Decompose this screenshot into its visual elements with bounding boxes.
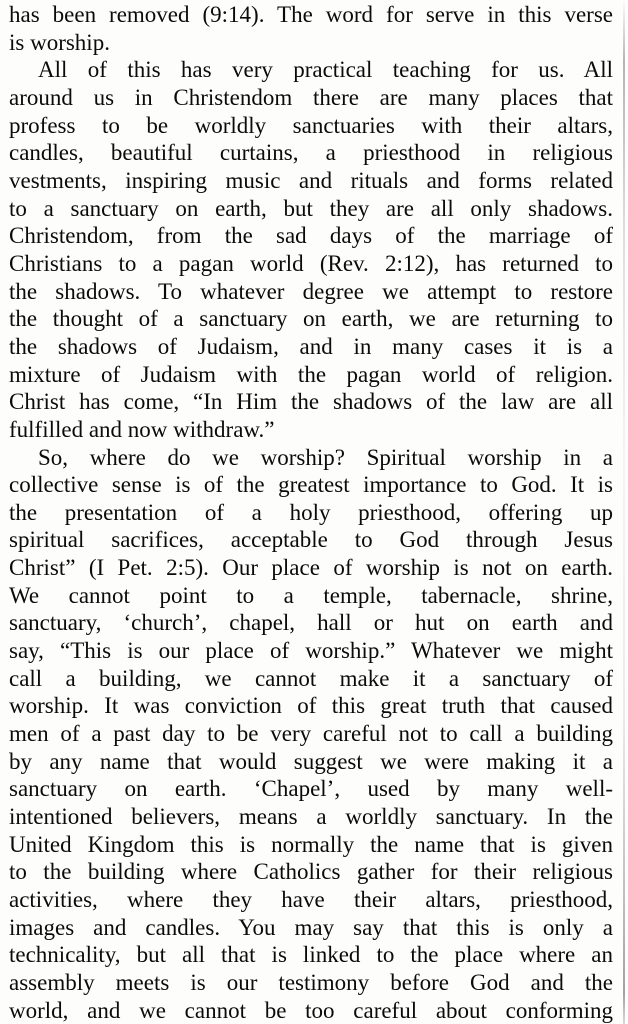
text-line: has been removed (9:14). The word for serve in this verse (9, 2, 613, 27)
text-line: say, “This is our place of worship.” Whatever we might (9, 638, 613, 664)
text-line: men of a past day to be very careful not to call a building (9, 721, 613, 747)
text-line: activities, where they have their altars, priesthood, (9, 887, 613, 912)
text-line: technicality, but all that is linked to the place where an (9, 942, 613, 968)
text-line: Christ has come, “In Him the shadows of the law are all (9, 389, 613, 415)
text-line: images and candles. You may say that this is only a (9, 914, 613, 940)
text-line: the thought of a sanctuary on earth, we are returning to (9, 306, 613, 332)
text-line: profess to be worldly sanctuaries with their altars, (9, 112, 613, 138)
text-line: So, where do we worship? Spiritual worship in a (38, 444, 613, 470)
text-line: worship. It was conviction of this great truth that caused (9, 693, 613, 719)
text-line: is worship. (9, 29, 110, 55)
text-line: the presentation of a holy priesthood, offering up (9, 499, 613, 525)
text-line: mixture of Judaism with the pagan world of religion. (9, 361, 613, 387)
text-line: spiritual sacrifices, acceptable to God through Jesus (9, 527, 613, 553)
text-line: sanctuary on earth. ‘Chapel’, used by many well- (9, 776, 613, 802)
text-line: vestments, inspiring music and rituals and forms related (9, 167, 613, 193)
text-line: to the building where Catholics gather for their religious (9, 859, 613, 885)
text-line: We cannot point to a temple, tabernacle, shrine, (9, 582, 613, 608)
text-line: the shadows. To whatever degree we attempt to restore (9, 278, 613, 304)
text-line: to a sanctuary on earth, but they are all only shadows. (9, 195, 613, 221)
text-line: Christians to a pagan world (Rev. 2:12), has returned to (9, 250, 613, 276)
text-line: United Kingdom this is normally the name that is given (9, 831, 613, 857)
scan-edge-artifact (623, 0, 625, 1024)
text-line: All of this has very practical teaching for us. All (38, 57, 613, 83)
text-line: call a building, we cannot make it a sanctuary of (9, 665, 613, 691)
text-line: sanctuary, ‘church’, chapel, hall or hut on earth and (9, 610, 613, 636)
text-line: by any name that would suggest we were making it a (9, 748, 613, 774)
text-column (9, 1, 613, 1024)
text-line: fulfilled and now withdraw.” (9, 416, 275, 442)
text-line: Christendom, from the sad days of the marriage of (9, 223, 613, 249)
text-line: candles, beautiful curtains, a priesthood in religious (9, 140, 613, 166)
text-line: the shadows of Judaism, and in many cases it is a (9, 333, 613, 359)
text-line: Christ” (I Pet. 2:5). Our place of worship is not on earth. (9, 555, 613, 581)
text-line: world, and we cannot be too careful about conforming (9, 997, 613, 1023)
text-line: assembly meets is our testimony before God and the (9, 969, 613, 995)
text-line: around us in Christendom there are many places that (9, 84, 613, 110)
text-line: intentioned believers, means a worldly sanctuary. In the (9, 804, 613, 830)
text-line: collective sense is of the greatest importance to God. It is (9, 472, 613, 498)
